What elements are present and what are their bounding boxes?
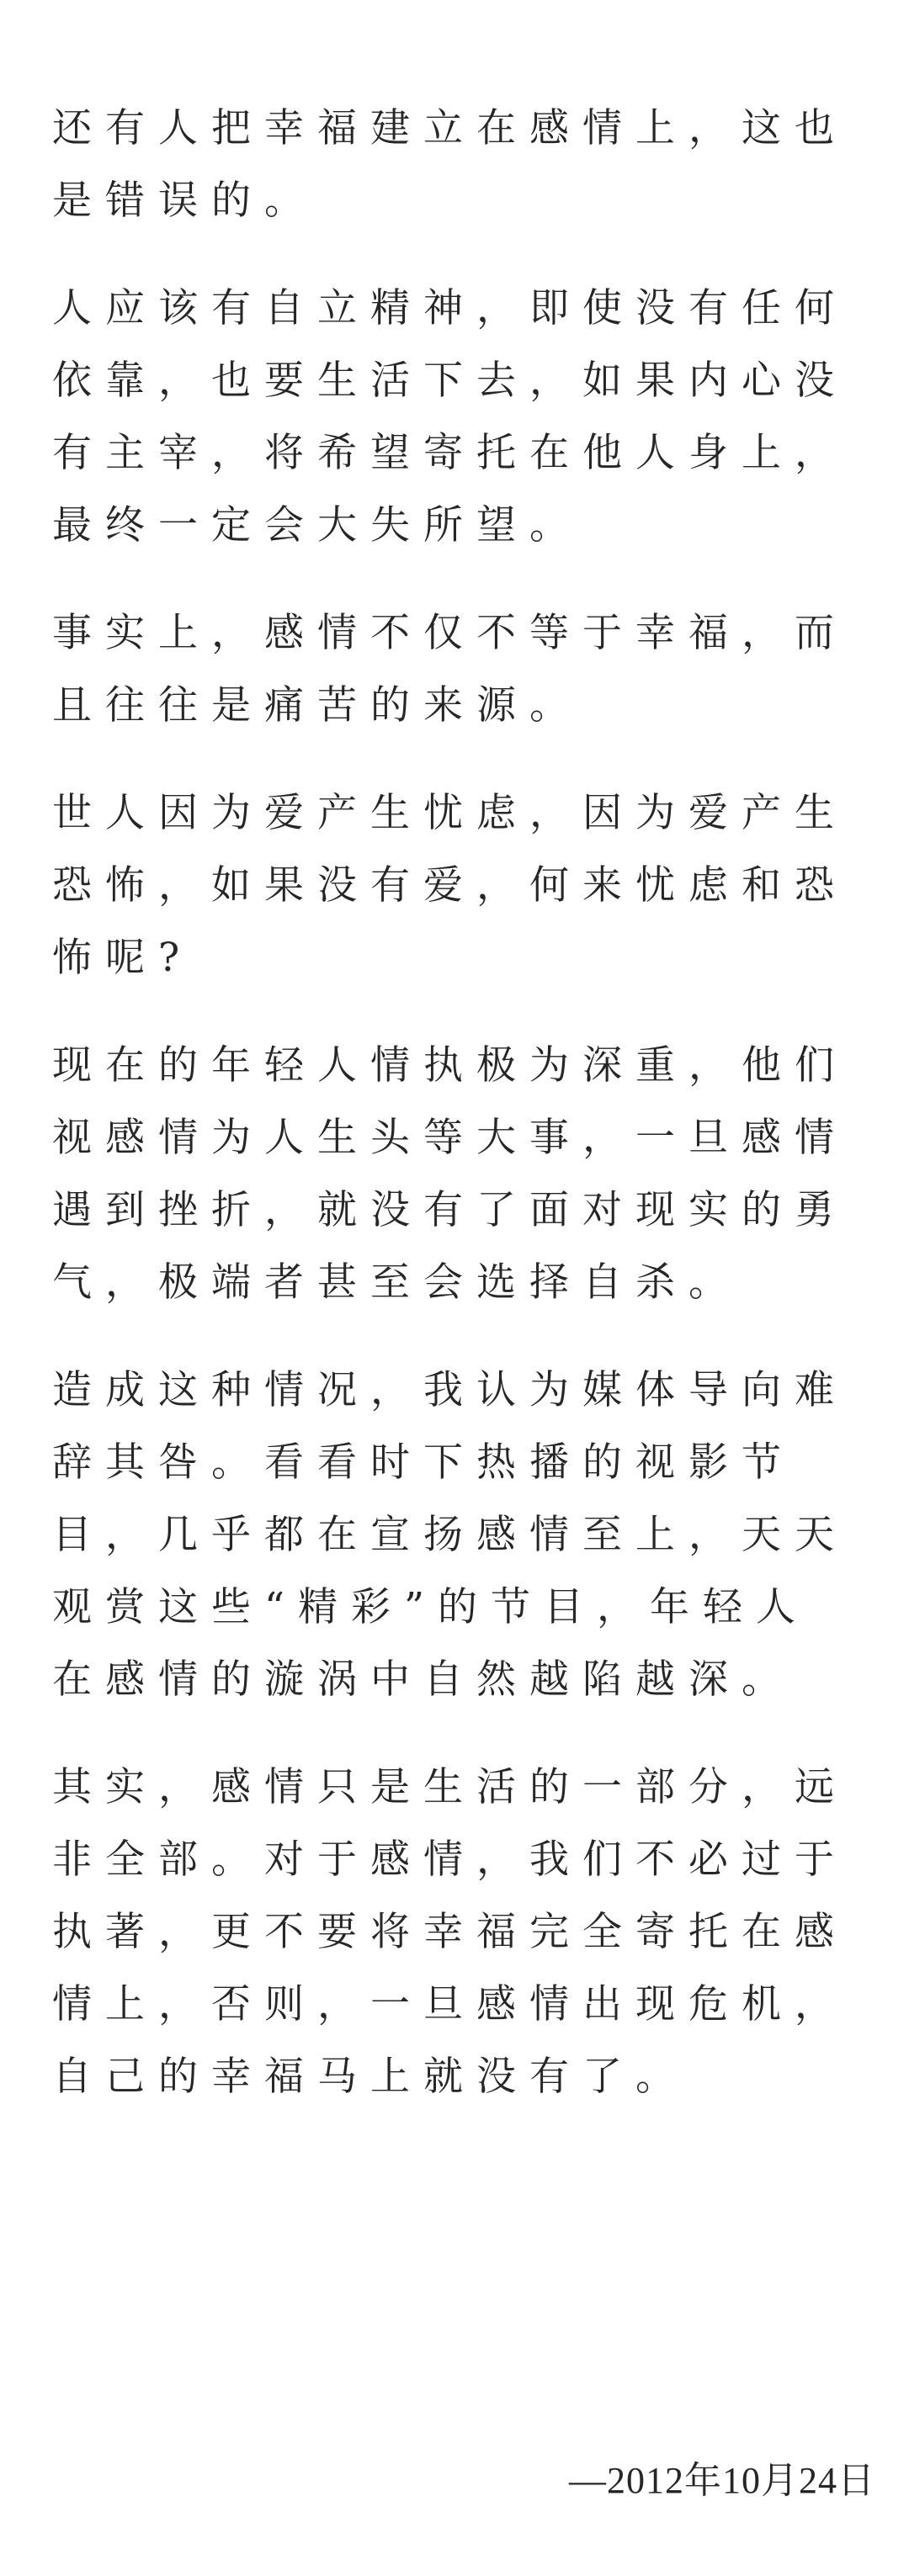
paragraph-feelings-source-of-pain: 事实上，感情不仅不等于幸福，而 且往往是痛苦的来源。 <box>52 610 848 729</box>
date-signature: —2012年10月24日 <box>569 2460 875 2501</box>
article-body <box>52 93 877 2149</box>
paragraph-conclusion: 其实，感情只是生活的一部分，远 非全部。对于感情，我们不必过于 执著，更不要将幸福完全寄托在感 情上，否则，一旦感情出现危机， 自己的幸福马上就没有了。 <box>52 1764 848 2100</box>
paragraph-young-people: 现在的年轻人情执极为深重，他们 视感情为人生头等大事，一旦感情 遇到挫折，就没有了面对现实的勇 气，极端者甚至会选择自杀。 <box>52 1042 848 1306</box>
paragraph-love-and-worry: 世人因为爱产生忧虑，因为爱产生 恐怖，如果没有爱，何来忧虑和恐 怖呢? <box>52 790 848 981</box>
paragraph-media-influence: 造成这种情况，我认为媒体导向难 辞其咎。看看时下热播的视影节 目，几乎都在宣扬感情至上，天天 观赏这些“精彩”的节目，年轻人 在感情的漩涡中自然越陷越深。 <box>52 1367 848 1703</box>
paragraph-self-reliance: 人应该有自立精神，即使没有任何 依靠，也要生活下去，如果内心没 有主宰，将希望寄托在他人身上， 最终一定会大失所望。 <box>52 285 848 549</box>
paragraph-happiness-on-feelings: 还有人把幸福建立在感情上，这也 是错误的。 <box>52 105 848 224</box>
